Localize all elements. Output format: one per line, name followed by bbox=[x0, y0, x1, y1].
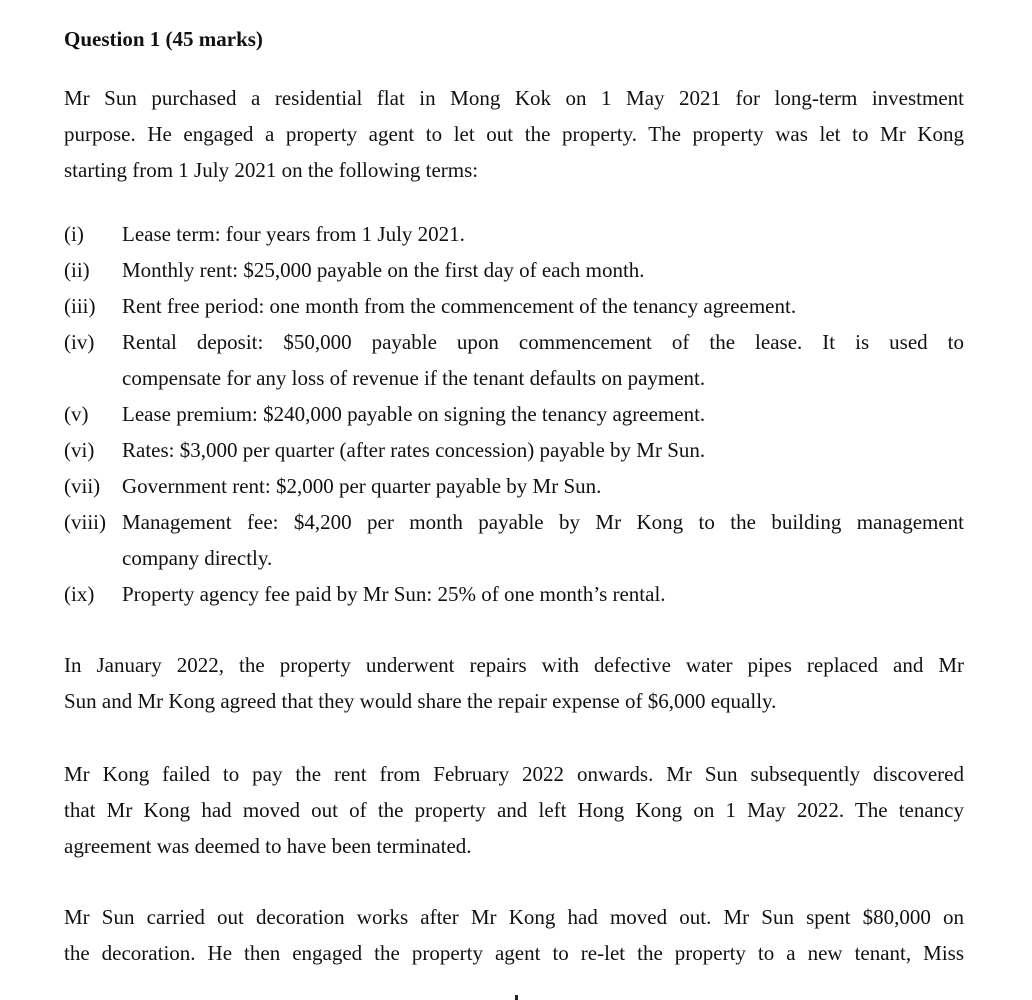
term-number: (viii) bbox=[64, 510, 106, 534]
term-text bbox=[122, 576, 964, 612]
text-line: Management fee: $4,200 per month payable by Mr Kong to the building management bbox=[122, 510, 964, 534]
text-line: Rent free period: one month from the commencement of the tenancy agreement. bbox=[122, 294, 797, 318]
text-line: Lease term: four years from 1 July 2021. bbox=[122, 222, 465, 246]
term-number: (iv) bbox=[64, 330, 95, 354]
text-line: In January 2022, the property underwent repairs with defective water pipes replaced and Mr bbox=[64, 653, 964, 677]
text-line: Monthly rent: $25,000 payable on the first day of each month. bbox=[122, 258, 645, 282]
term-item-vi bbox=[64, 432, 964, 468]
term-number: (vii) bbox=[64, 474, 101, 498]
term-item-iv bbox=[64, 324, 964, 396]
text-line: that Mr Kong had moved out of the property and left Hong Kong on 1 May 2022. The tenancy bbox=[64, 798, 964, 822]
term-number: (i) bbox=[64, 222, 84, 246]
decoration-paragraph bbox=[64, 899, 964, 971]
question-title: Question 1 (45 marks) bbox=[64, 27, 263, 51]
text-line: Mr Sun purchased a residential flat in Mong Kok on 1 May 2021 for long-term investment bbox=[64, 86, 964, 110]
term-text bbox=[122, 504, 964, 576]
lease-terms-list bbox=[64, 216, 964, 612]
term-text bbox=[122, 468, 964, 504]
term-text bbox=[122, 396, 964, 432]
term-item-viii bbox=[64, 504, 964, 576]
text-line: Mr Kong failed to pay the rent from February 2022 onwards. Mr Sun subsequently discovered bbox=[64, 762, 964, 786]
repairs-paragraph bbox=[64, 647, 964, 719]
text-line: compensate for any loss of revenue if the tenant defaults on payment. bbox=[122, 366, 706, 390]
text-line: starting from 1 July 2021 on the following terms: bbox=[64, 158, 479, 182]
term-item-iii bbox=[64, 288, 964, 324]
term-text bbox=[122, 252, 964, 288]
term-item-vii bbox=[64, 468, 964, 504]
text-line: Rates: $3,000 per quarter (after rates concession) payable by Mr Sun. bbox=[122, 438, 706, 462]
term-number: (ii) bbox=[64, 258, 90, 282]
term-item-ii bbox=[64, 252, 964, 288]
text-line: Government rent: $2,000 per quarter payable by Mr Sun. bbox=[122, 474, 602, 498]
term-item-i bbox=[64, 216, 964, 252]
default-paragraph bbox=[64, 756, 964, 864]
text-line: agreement was deemed to have been terminated. bbox=[64, 834, 472, 858]
clipped-glyph-fragment bbox=[515, 995, 518, 1000]
term-text bbox=[122, 216, 964, 252]
text-line: purpose. He engaged a property agent to let out the property. The property was let to Mr Kong bbox=[64, 122, 964, 146]
term-item-v bbox=[64, 396, 964, 432]
term-text bbox=[122, 432, 964, 468]
text-line: Rental deposit: $50,000 payable upon commencement of the lease. It is used to bbox=[122, 330, 964, 354]
term-number: (iii) bbox=[64, 294, 96, 318]
term-text bbox=[122, 324, 964, 396]
term-text bbox=[122, 288, 964, 324]
text-line: company directly. bbox=[122, 546, 273, 570]
text-line: Property agency fee paid by Mr Sun: 25% of one month’s rental. bbox=[122, 582, 666, 606]
term-number: (vi) bbox=[64, 438, 95, 462]
term-number: (ix) bbox=[64, 582, 95, 606]
intro-paragraph bbox=[64, 80, 964, 188]
term-number: (v) bbox=[64, 402, 89, 426]
text-line: the decoration. He then engaged the property agent to re-let the property to a new tenant, Miss bbox=[64, 941, 964, 965]
text-line: Lease premium: $240,000 payable on signing the tenancy agreement. bbox=[122, 402, 706, 426]
text-line: Sun and Mr Kong agreed that they would share the repair expense of $6,000 equally. bbox=[64, 689, 777, 713]
term-item-ix bbox=[64, 576, 964, 612]
text-line: Mr Sun carried out decoration works after Mr Kong had moved out. Mr Sun spent $80,000 on bbox=[64, 905, 964, 929]
